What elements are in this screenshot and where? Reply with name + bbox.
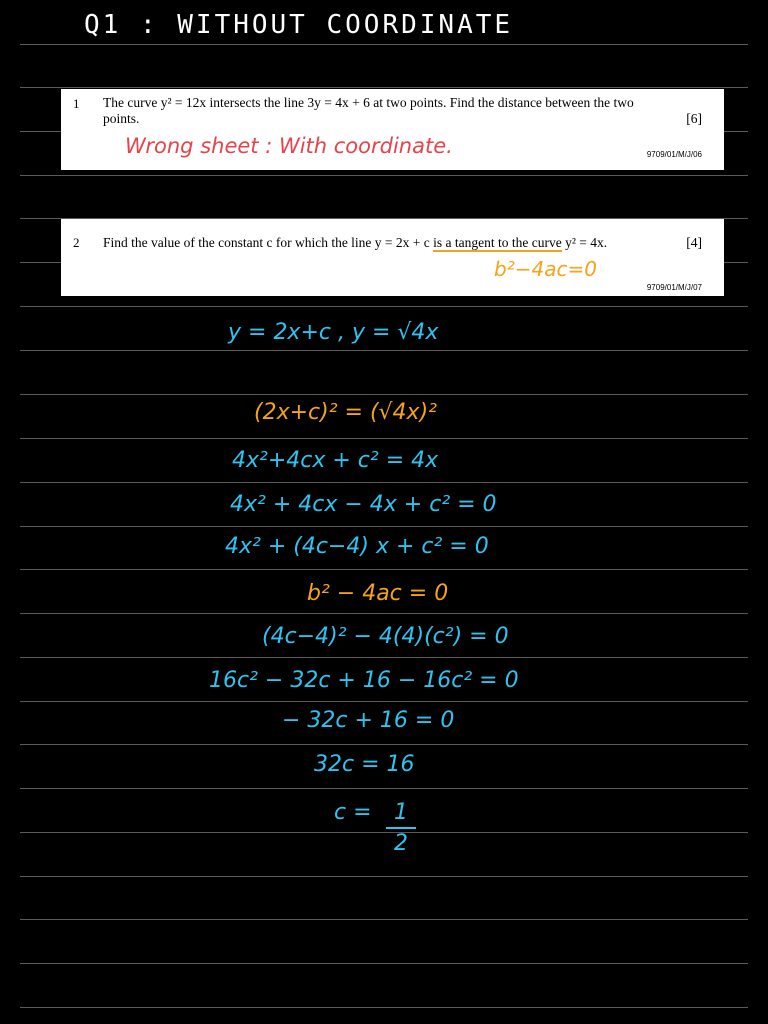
wrong-sheet-annotation: Wrong sheet : With coordinate. <box>125 134 453 158</box>
rule-line <box>20 876 748 877</box>
working-line-11: c = <box>334 800 372 825</box>
paper-code: 9709/01/M/J/06 <box>646 150 702 159</box>
fraction-numerator: 1 <box>394 800 408 825</box>
rule-line <box>20 438 748 439</box>
rule-line <box>20 613 748 614</box>
working-line-10: 32c = 16 <box>314 752 415 777</box>
fraction-bar <box>386 827 416 829</box>
rule-line <box>20 175 748 176</box>
rule-line <box>20 701 748 702</box>
question-marks: [6] <box>686 111 702 126</box>
rule-line <box>20 744 748 745</box>
question-number: 2 <box>73 235 80 250</box>
question-number: 1 <box>73 96 80 111</box>
working-line-9: − 32c + 16 = 0 <box>282 708 455 733</box>
rule-line <box>20 44 748 45</box>
fraction-denominator: 2 <box>394 831 408 856</box>
working-line-3: 4x²+4cx + c² = 4x <box>232 448 439 473</box>
rule-line <box>20 657 748 658</box>
question-marks: [4] <box>686 235 702 250</box>
rule-line <box>20 526 748 527</box>
page-title: Q1 : WITHOUT COORDINATE <box>84 10 514 40</box>
question-text-line2: points. <box>103 111 140 126</box>
working-line-6: b² − 4ac = 0 <box>307 581 449 606</box>
rule-line <box>20 306 748 307</box>
rule-line <box>20 394 748 395</box>
working-line-8: 16c² − 32c + 16 − 16c² = 0 <box>209 668 519 693</box>
working-line-5: 4x² + (4c−4) x + c² = 0 <box>225 534 489 559</box>
rule-line <box>20 919 748 920</box>
question-2-card <box>61 219 724 296</box>
working-line-4: 4x² + 4cx − 4x + c² = 0 <box>230 492 497 517</box>
question-text-line1: The curve y² = 12x intersects the line 3y = 4x + 6 at two points. Find the distance between the two <box>103 95 634 110</box>
tangent-underline: is a tangent to the curve <box>433 235 562 250</box>
rule-line <box>20 963 748 964</box>
paper-code: 9709/01/M/J/07 <box>646 283 702 292</box>
rule-line <box>20 350 748 351</box>
question-text: Find the value of the constant c for which the line y = 2x + c is a tangent to the curve y² = 4x. <box>103 235 608 250</box>
rule-line <box>20 87 748 88</box>
rule-line <box>20 832 748 833</box>
working-line-7: (4c−4)² − 4(4)(c²) = 0 <box>262 624 509 649</box>
rule-line <box>20 1007 748 1008</box>
working-line-1: y = 2x+c , y = √4x <box>228 320 439 345</box>
discriminant-annotation: b²−4ac=0 <box>494 257 597 281</box>
rule-line <box>20 482 748 483</box>
question-1-card <box>61 89 724 170</box>
rule-line <box>20 788 748 789</box>
answer-fraction <box>386 800 416 856</box>
working-line-2: (2x+c)² = (√4x)² <box>254 400 437 425</box>
rule-line <box>20 569 748 570</box>
